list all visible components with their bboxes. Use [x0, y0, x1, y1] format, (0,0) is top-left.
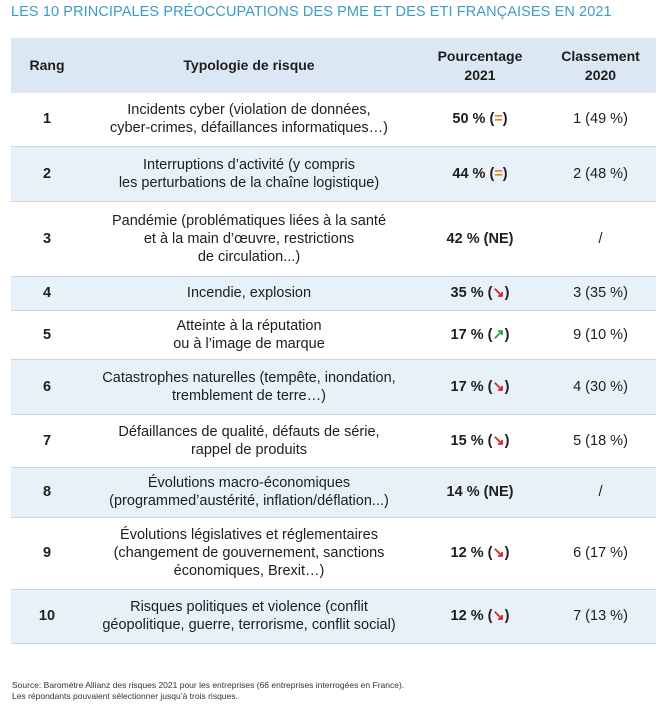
- trend-new-label: (NE): [483, 484, 514, 500]
- ranking-2020-cell: 2 (48 %): [545, 146, 656, 201]
- trend-down-arrow-icon: (↘): [487, 608, 510, 624]
- risk-type-cell: Catastrophes naturelles (tempête, inondation, tremblement de terre…): [83, 359, 415, 414]
- ranking-2020-cell: 6 (17 %): [545, 517, 656, 589]
- trend-down-arrow-icon: (↘): [487, 378, 510, 395]
- table-row: [11, 201, 656, 276]
- table-row: [11, 467, 656, 517]
- rank-cell: 1: [11, 93, 83, 146]
- percentage-value: 17 %: [450, 378, 484, 395]
- percentage-value: 17 %: [450, 326, 484, 343]
- risk-type-cell: Interruptions d’activité (y compris les perturbations de la chaîne logistique): [83, 146, 415, 201]
- rank-cell: 2: [11, 146, 83, 201]
- header-rank: Rang: [11, 38, 83, 93]
- ranking-2020-cell: 5 (18 %): [545, 414, 656, 467]
- percentage-cell: [415, 467, 545, 517]
- trend-down-arrow-icon: (↘): [487, 432, 510, 449]
- rank-cell: 6: [11, 359, 83, 414]
- ranking-2020-cell: /: [545, 467, 656, 517]
- ranking-2020-cell: 9 (10 %): [545, 310, 656, 359]
- rank-cell: 10: [11, 589, 83, 643]
- risk-type-cell: Risques politiques et violence (conflit géopolitique, guerre, terrorisme, conflit social): [83, 589, 415, 643]
- percentage-cell: [415, 517, 545, 589]
- percentage-cell: [415, 201, 545, 276]
- rank-cell: 4: [11, 276, 83, 310]
- ranking-2020-cell: 4 (30 %): [545, 359, 656, 414]
- table-row: [11, 276, 656, 310]
- trend-equal-icon: (=): [489, 165, 508, 182]
- percentage-cell: [415, 93, 545, 146]
- percentage-cell: [415, 589, 545, 643]
- table-row: [11, 414, 656, 467]
- trend-new-label: (NE): [483, 230, 514, 247]
- percentage-cell: [415, 359, 545, 414]
- percentage-value: 12 %: [450, 608, 484, 624]
- trend-down-arrow-icon: (↘): [487, 285, 510, 301]
- risk-type-cell: Incidents cyber (violation de données, cyber-crimes, défaillances informatiques…): [83, 93, 415, 146]
- ranking-2020-cell: 3 (35 %): [545, 276, 656, 310]
- ranking-2020-cell: 1 (49 %): [545, 93, 656, 146]
- source-note: Source: Baromètre Allianz des risques 2021 pour les entreprises (66 entreprises interrogées en France). Les répondants pouvaient sélectionner jusqu’à trois risques.: [12, 680, 405, 701]
- table-body: [11, 93, 656, 643]
- percentage-cell: [415, 146, 545, 201]
- risk-type-cell: Évolutions législatives et réglementaires (changement de gouvernement, sanctions économiques, Brexit…): [83, 517, 415, 589]
- rank-cell: 9: [11, 517, 83, 589]
- percentage-value: 35 %: [450, 285, 484, 301]
- page-title: LES 10 PRINCIPALES PRÉOCCUPATIONS DES PME ET DES ETI FRANÇAISES EN 2021: [11, 4, 612, 20]
- rank-cell: 5: [11, 310, 83, 359]
- percentage-value: 12 %: [450, 545, 484, 561]
- table-row: [11, 310, 656, 359]
- header-percentage-2021: Pourcentage 2021: [415, 38, 545, 93]
- percentage-value: 50 %: [452, 111, 486, 128]
- header-risk-type: Typologie de risque: [83, 38, 415, 93]
- percentage-value: 42 %: [446, 230, 480, 247]
- trend-down-arrow-icon: (↘): [487, 545, 510, 561]
- percentage-value: 14 %: [446, 484, 480, 500]
- trend-up-arrow-icon: (↗): [487, 326, 510, 343]
- rank-cell: 7: [11, 414, 83, 467]
- rank-cell: 8: [11, 467, 83, 517]
- rank-cell: 3: [11, 201, 83, 276]
- risk-table: [11, 38, 656, 644]
- table-row: [11, 146, 656, 201]
- table-row: [11, 93, 656, 146]
- percentage-value: 44 %: [452, 165, 486, 182]
- table-row: [11, 517, 656, 589]
- table-header-row: [11, 38, 656, 93]
- trend-equal-icon: (=): [489, 111, 508, 128]
- percentage-cell: [415, 276, 545, 310]
- risk-type-cell: Pandémie (problématiques liées à la santé et à la main d’œuvre, restrictions de circulation...): [83, 201, 415, 276]
- table-row: [11, 359, 656, 414]
- ranking-2020-cell: /: [545, 201, 656, 276]
- risk-type-cell: Incendie, explosion: [83, 276, 415, 310]
- risk-type-cell: Atteinte à la réputation ou à l’image de marque: [83, 310, 415, 359]
- percentage-value: 15 %: [450, 432, 484, 449]
- ranking-2020-cell: 7 (13 %): [545, 589, 656, 643]
- risk-type-cell: Défaillances de qualité, défauts de série, rappel de produits: [83, 414, 415, 467]
- header-ranking-2020: Classement 2020: [545, 38, 656, 93]
- percentage-cell: [415, 414, 545, 467]
- percentage-cell: [415, 310, 545, 359]
- table-row: [11, 589, 656, 643]
- risk-type-cell: Évolutions macro-économiques (programmed’austérité, inflation/déflation...): [83, 467, 415, 517]
